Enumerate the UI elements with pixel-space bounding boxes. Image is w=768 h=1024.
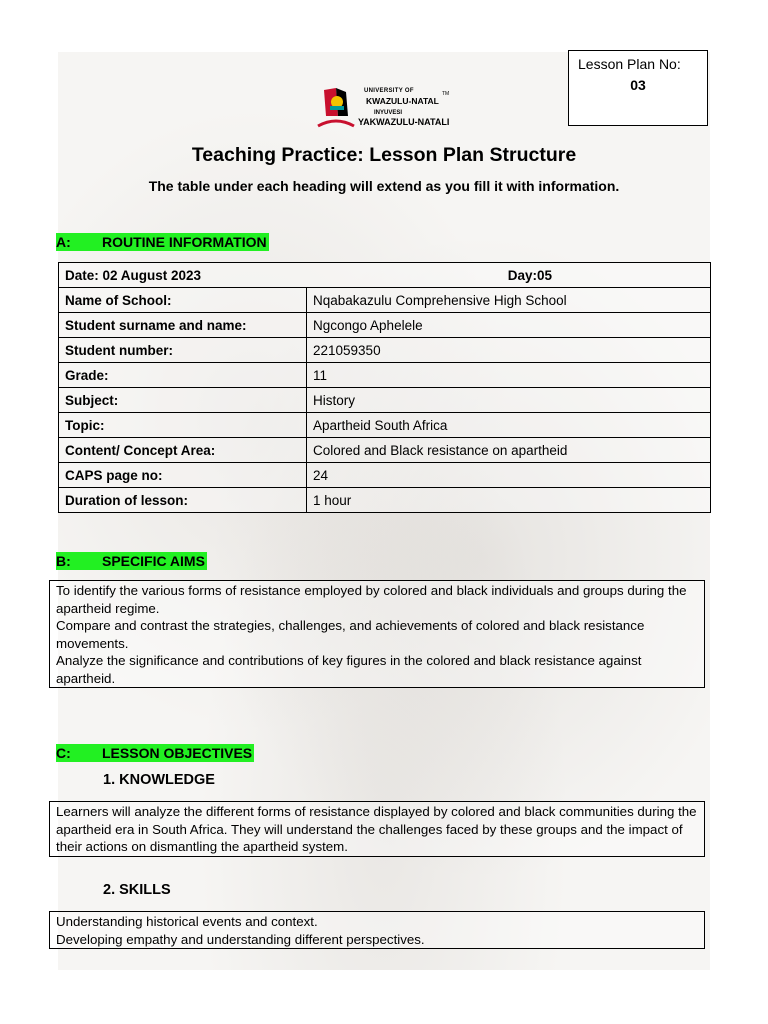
table-row <box>59 263 711 288</box>
row-value: Ngcongo Aphelele <box>307 313 711 338</box>
routine-information-table <box>58 262 711 513</box>
logo-text-inyuvesi: INYUVESI <box>374 110 403 116</box>
date-text: Date: 02 August 2023 <box>65 267 202 283</box>
row-label: CAPS page no: <box>59 463 307 488</box>
section-a-title: ROUTINE INFORMATION <box>102 234 267 250</box>
table-row <box>59 363 711 388</box>
skill-item: Developing empathy and understanding different perspectives. <box>56 931 425 947</box>
section-b-heading <box>56 552 207 570</box>
lesson-plan-number-box <box>568 50 708 126</box>
specific-aim-item: Analyze the significance and contributions of key figures in the colored and black resistance against apartheid. <box>56 653 642 686</box>
logo-text-university-of: UNIVERSITY OF <box>364 88 414 94</box>
row-label: Name of School: <box>59 288 307 313</box>
lesson-plan-number: 03 <box>630 77 646 93</box>
skills-heading: 2. SKILLS <box>103 882 171 898</box>
section-a-letter: A: <box>56 234 71 250</box>
ukzn-logo <box>316 86 456 132</box>
specific-aims-box <box>49 580 705 688</box>
table-row <box>59 288 711 313</box>
table-row <box>59 488 711 513</box>
specific-aim-item: To identify the various forms of resistance employed by colored and black individuals and groups during the apartheid regime. <box>56 583 687 616</box>
table-row <box>59 313 711 338</box>
row-label: Subject: <box>59 388 307 413</box>
skills-box <box>49 911 705 949</box>
section-a-heading <box>56 233 269 251</box>
row-value: History <box>307 388 711 413</box>
row-value: 24 <box>307 463 711 488</box>
logo-text-yakwazulu-natali: YAKWAZULU-NATALI <box>358 117 450 127</box>
table-row <box>59 413 711 438</box>
specific-aim-item: Compare and contrast the strategies, challenges, and achievements of colored and black resistance movements. <box>56 618 645 651</box>
date-cell <box>59 263 711 288</box>
section-c-heading <box>56 744 254 762</box>
row-value: 221059350 <box>307 338 711 363</box>
row-value: Nqabakazulu Comprehensive High School <box>307 288 711 313</box>
knowledge-box <box>49 801 705 857</box>
row-value: 11 <box>307 363 711 388</box>
page-subtitle: The table under each heading will extend as you fill it with information. <box>148 178 620 194</box>
skill-item: Understanding historical events and context. <box>56 914 318 929</box>
section-c-letter: C: <box>56 745 71 761</box>
knowledge-heading: 1. KNOWLEDGE <box>103 772 215 788</box>
ukzn-crest-icon <box>316 86 356 132</box>
row-label: Topic: <box>59 413 307 438</box>
row-label: Student surname and name: <box>59 313 307 338</box>
row-value: Colored and Black resistance on apartheid <box>307 438 711 463</box>
row-label: Duration of lesson: <box>59 488 307 513</box>
table-row <box>59 438 711 463</box>
section-b-letter: B: <box>56 553 71 569</box>
row-value: Apartheid South Africa <box>307 413 711 438</box>
row-label: Grade: <box>59 363 307 388</box>
table-row <box>59 388 711 413</box>
section-c-title: LESSON OBJECTIVES <box>102 745 253 761</box>
knowledge-text: Learners will analyze the different forms of resistance displayed by colored and black communities during the apartheid era in South Africa. They will understand the challenges faced by these groups and the impact of their actions on dismantling the apartheid system. <box>56 804 697 854</box>
logo-text-kwazulu-natal: KWAZULU-NATAL <box>366 96 439 106</box>
row-value: 1 hour <box>307 488 711 513</box>
table-row <box>59 338 711 363</box>
row-label: Student number: <box>59 338 307 363</box>
logo-trademark: TM <box>442 91 450 97</box>
day-text: Day:05 <box>507 268 552 283</box>
lesson-plan-label: Lesson Plan No: <box>578 56 681 72</box>
row-label: Content/ Concept Area: <box>59 438 307 463</box>
section-b-title: SPECIFIC AIMS <box>102 553 205 569</box>
page-title: Teaching Practice: Lesson Plan Structure <box>191 144 577 166</box>
table-row <box>59 463 711 488</box>
